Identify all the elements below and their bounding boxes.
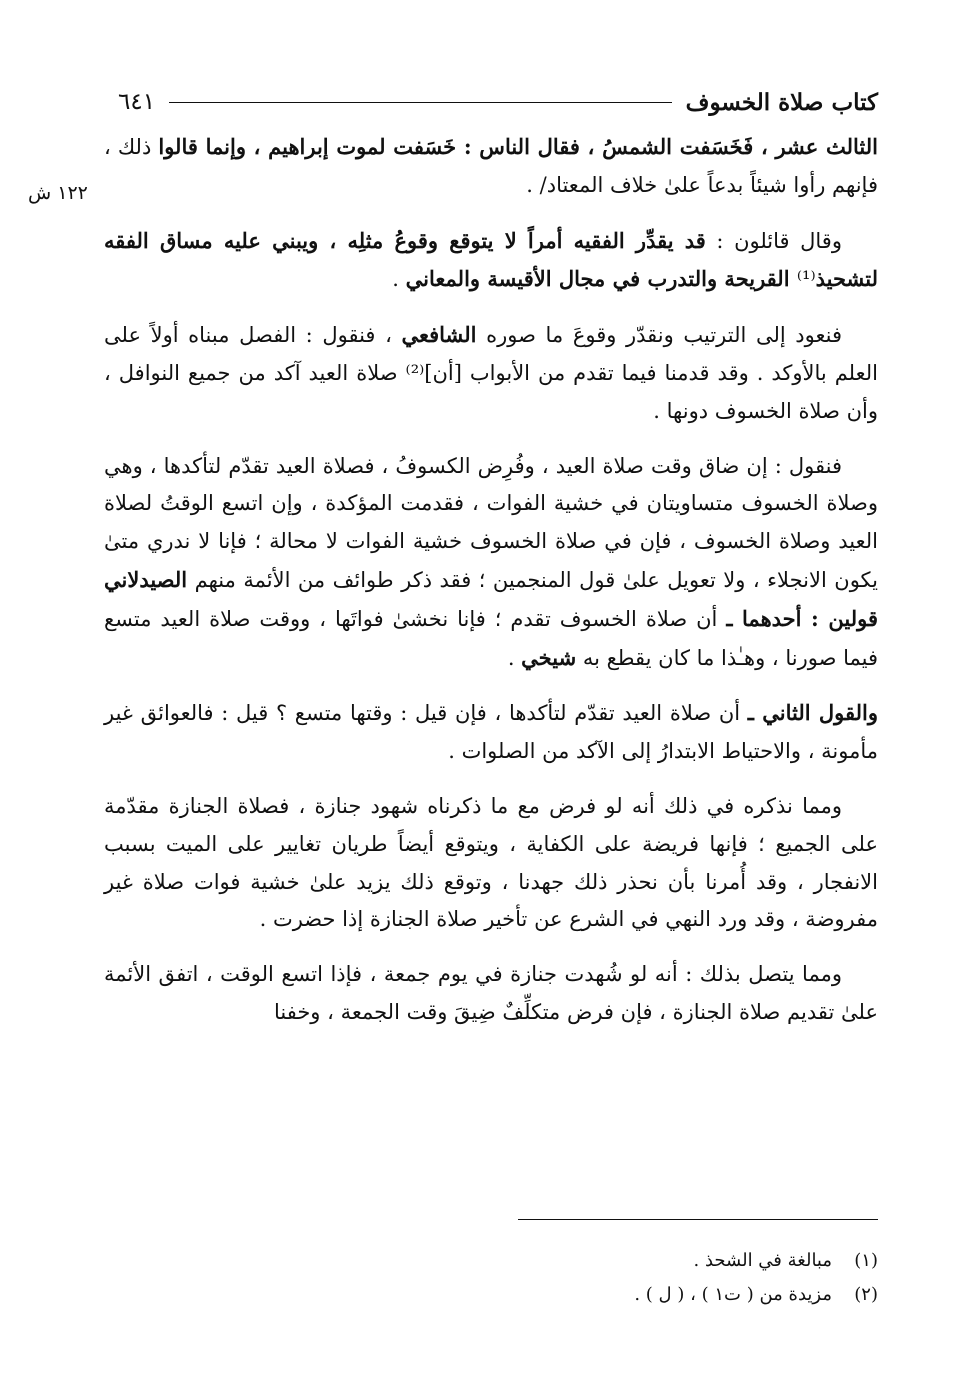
paragraph bbox=[104, 956, 878, 1032]
text-run: ومما يتصل بذلك : أنه لو شُهدت جنازة في يوم جمعة ، فإذا اتسع الوقت ، اتفق الأئمة علىٰ تقديم صلاة الجنازة ، فإن فرض متكلِّفٌ ضِيقَ وقت الجمعة ، وخفنا bbox=[104, 962, 878, 1024]
header-rule bbox=[169, 102, 672, 103]
paragraph bbox=[104, 788, 878, 939]
footnote-text: مزيدة من ( ت١ ) ، ( ل ) . bbox=[634, 1284, 832, 1305]
manuscript-folio-note: ١٢٢ ش bbox=[28, 182, 88, 204]
text-run: والقول الثاني ـ bbox=[747, 700, 878, 726]
paragraph bbox=[104, 694, 878, 771]
text-run: ومما نذكره في ذلك أنه لو فرض مع ما ذكرناه شهود جنازة ، فصلاة الجنازة مقدّمة على الجميع ؛ فإنها فريضة على الكفاية ، ويتوقع أيضاً طريان تغايير على الميت بسبب الانفجار ، وقد أُمرنا بأن نحذر ذلك جهدنا ، وتوقع ذلك يزيد علىٰ خشية فوات صلاة غير مفروضة ، وقد ورد النهي في الشرع عن تأخير صلاة الجنازة إذا حضرت . bbox=[104, 793, 878, 932]
footnotes bbox=[104, 1244, 878, 1312]
page-number: ٦٤١ bbox=[118, 89, 156, 115]
text-run: أن صلاة العيد تقدّم لتأكدها ، فإن قيل : وقتها متسع ؟ قيل : فالعوائق غير مأمونة ، والاحتياط الابتدارُ إلى الآكد من الصلوات . bbox=[104, 701, 878, 764]
footnote-ref: ⁽¹⁾ bbox=[796, 267, 816, 292]
footnote bbox=[104, 1244, 878, 1278]
text-run: ذلك ، فإنهم رأوا شيئاً بدعاً علىٰ خلاف المعتاد/ . bbox=[104, 135, 878, 197]
text-run: أن صلاة الخسوف تقدم ؛ فإنا نخشىٰ فواتَها ، ووقت صلاة العيد متسع فيما صورنا ، وهـٰذا ما كان يقطع به bbox=[104, 606, 878, 670]
footnote-text: مبالغة في الشحذ . bbox=[693, 1250, 832, 1271]
text-run: . bbox=[507, 645, 522, 670]
text-run: فنقول : إن ضاق وقت صلاة العيد ، وفُرِض الكسوفُ ، فصلاة العيد تقدّم لتأكدها ، وهي وصلاة الخسوف متساويتان في خشية الفوات ، فقدمت المؤكدة ، وإن اتسع الوقتُ لصلاة العيد وصلاة الخسوف ، فإن في صلاة الخسوف خشية الفوات لا محالة ؛ فإنا لا ندري متىٰ يكون الانجلاء ، ولا تعويل علىٰ قول المنجمين ؛ فقد ذكر طوائف من الأئمة منهم bbox=[104, 453, 878, 592]
paragraph bbox=[104, 448, 878, 678]
text-run: الصيدلاني قولين : أحدهما ـ bbox=[104, 566, 878, 631]
text-run: فنعود إلى الترتيب ونقدّر وقوعَ ما صوره bbox=[476, 323, 842, 348]
footnote-separator bbox=[518, 1219, 878, 1220]
footnote bbox=[104, 1278, 878, 1312]
running-title: كتاب صلاة الخسوف bbox=[685, 88, 878, 116]
text-run: شيخي bbox=[521, 644, 577, 670]
text-run: قد يقدِّر الفقيه أمراً لا يتوقع وقوعُ مثلِه ، ويبني عليه مساق الفقه لتشحيذ bbox=[104, 227, 878, 292]
text-run: القريحة والتدرب في مجال الأقيسة والمعاني bbox=[405, 266, 797, 292]
text-run: وقال قائلون : bbox=[705, 228, 842, 253]
text-run: الثالث عشر ، فَخَسَفت الشمسُ ، فقال الناس : خَسَفت لموت إبراهيم ، وإنما قالوا bbox=[158, 134, 879, 159]
text-run: . bbox=[392, 267, 406, 292]
paragraph bbox=[104, 128, 878, 205]
text-run: الشافعي bbox=[401, 322, 477, 348]
text-run: ، فنقول : الفصل مبناه أولاً على العلم بالأوكد . وقد قدمنا فيما تقدم من الأبواب [أن]⁽²⁾ صلاة العيد آكد من جميع النوافل ، وأن صلاة الخسوف دونها . bbox=[104, 323, 878, 423]
body-text bbox=[104, 128, 878, 1049]
footnote-number: (١) bbox=[854, 1250, 878, 1271]
running-header bbox=[118, 82, 878, 122]
footnote-number: (٢) bbox=[854, 1284, 878, 1305]
paragraph bbox=[104, 222, 878, 300]
paragraph bbox=[104, 316, 878, 430]
